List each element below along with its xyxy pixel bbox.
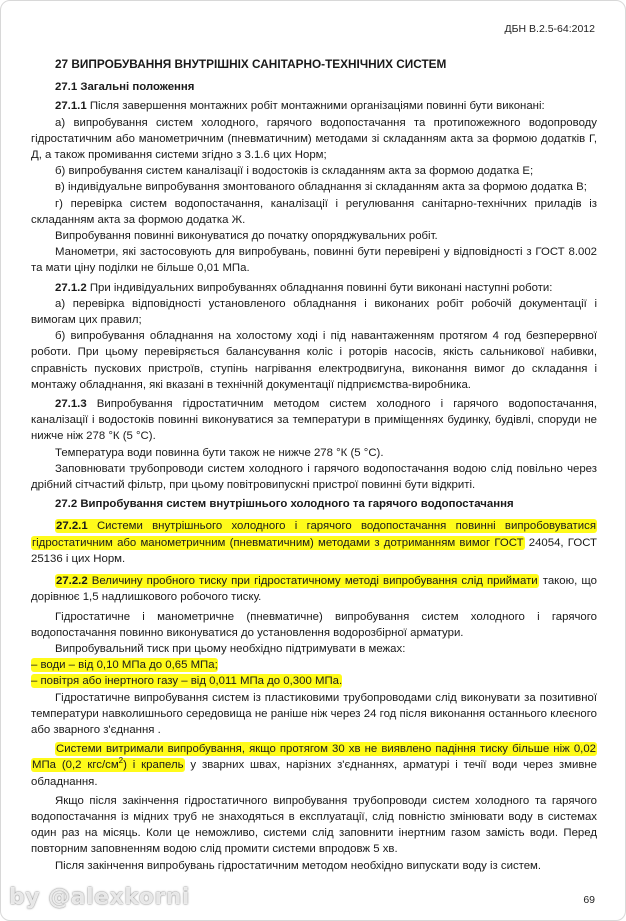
clause-number: 27.2.2 <box>56 575 88 588</box>
page-number: 69 <box>583 894 595 906</box>
highlight: 27.2.1 Системи внутрішнього холодного і гарячого водопостачання повинні випробовуватися гідростатичним або манометричним (пневматичним) методами з дотриманням вимог ГОСТ <box>32 520 596 549</box>
section-title: 27 ВИПРОБУВАННЯ ВНУТРІШНІХ САНІТАРНО-ТЕХНІЧНИХ СИСТЕМ <box>55 57 447 71</box>
clause-number: 27.1.3 <box>55 398 87 411</box>
highlight: – води – від 0,10 МПа до 0,65 МПа; <box>31 659 218 672</box>
clause-text: такою, що дорівнює 1,5 надлишкового робочого тиску. <box>31 575 597 604</box>
clause-27-2-2 <box>31 573 597 605</box>
pressure-water <box>31 657 597 673</box>
highlight: – повітря або інертного газу – від 0,011 МПа до 0,300 МПа. <box>31 675 343 688</box>
paragraph: Гідростатичне випробування систем із пластиковими трубопроводами слід виконувати за позитивної температури навколишнього середовища не раніше ніж через 24 год після виконання останнього клеєного або зварного з'єднання . <box>31 691 597 736</box>
paragraph: Якщо після закінчення гідростатичного випробування трубопроводи систем холодного та гарячого водопостачання із мідних труб не знаходяться в експлуатації, слід повністю змінювати воду в системах один раз на місяць. Коли це неможливо, системи слід заповнити інертним газом замість води. Перед повторним заповненням водою слід промити системи впродовж 5 хв. <box>31 794 597 856</box>
clause-27-2-1 <box>31 518 597 567</box>
paragraph: Випробування повинні виконуватися до початку опоряджувальних робіт. <box>55 230 438 243</box>
page-content <box>31 56 597 874</box>
subsection-title-27-1: 27.1 Загальні положення <box>55 81 195 94</box>
pressure-gas <box>31 673 597 689</box>
clause-27-1-3 <box>31 396 597 445</box>
test-criteria: Системи витримали випробування, якщо протягом 30 хв не виявлено падіння тиску більше ніж 0,02 МПа (0,2 кгс/$см^2$) і крапель у зварних швах, нарізних з'єднаннях, арматурі і течії води через змивне обладнання. <box>31 743 597 788</box>
clause-text: 24054, ГОСТ 25136 і цих Норм. <box>31 536 597 565</box>
paragraph: Температура води повинна бути також не нижче 278 °К (5 °С). <box>55 446 384 459</box>
list-item-g: г) перевірка систем водопостачання, каналізації і регулювання санітарно-технічних приладів із складанням акта за формою додатка Ж. <box>31 197 597 226</box>
paragraph: Заповнювати трубопроводи систем холодного і гарячого водопостачання водою слід повільно через дрібний сітчастий фільтр, при цьому повітровипускні пристрої повинні бути відкриті. <box>31 462 597 492</box>
clause-number: 27.2.1 <box>56 520 88 533</box>
highlight: 27.2.2 Величину пробного тиску при гідростатичному методі випробування слід приймати <box>56 575 538 588</box>
clause-text: Після завершення монтажних робіт монтажними організаціями повинні бути виконані: <box>86 100 545 113</box>
list-item-a: а) випробування систем холодного, гарячого водопостачання та протипожежного водопроводу гідростатичним або манометричним (пневматичним) методами зі складанням акта за формою додатків Г, Д, а також промивання системи згідно з 3.1.6 цих Норм; <box>31 116 597 162</box>
list-item-b: б) випробування обладнання на холостому ході і під навантаженням протягом 4 год безперервної роботи. При цьому перевіряється балансування коліс і роторів насосів, якість сальникової набивки, справність пускових пристроїв, ступінь нагрівання електродвигуна, виконання вимог до складання і монтажу обладнання, які вказані в технічній документації підприємства-виробника. <box>31 330 597 391</box>
clause-text: Випробування гідростатичним методом систем холодного і гарячого водопостачання, каналізації і водостоків повинні виконуватися за температури в приміщеннях будинку, будівлі, споруди не нижче ніж 278 °К (5 °С). <box>31 398 597 443</box>
list-item-v: в) індивідуальне випробування змонтованого обладнання зі складанням акта за формою додатка В; <box>55 181 587 194</box>
highlight: Системи витримали випробування, якщо протягом 30 хв не виявлено падіння тиску більше ніж 0,02 МПа (0,2 кгс/$см^2$) і крапель <box>32 743 596 772</box>
subsection-title-27-2: 27.2 Випробування систем внутрішнього холодного та гарячого водопостачання <box>55 498 514 511</box>
paragraph: Гідростатичне і манометричне (пневматичне) випробування систем холодного і гарячого водопостачання повинно виконуватися до установлення водорозбірної арматури. <box>31 610 597 639</box>
document-code: ДБН В.2.5-64:2012 <box>504 23 595 35</box>
list-item-a: а) перевірка відповідності установленого обладнання і виконаних робіт робочій документації і вимогам цих правил; <box>31 297 597 327</box>
list-item-b: б) випробування систем каналізації і водостоків із складанням акта за формою додатка Е; <box>55 165 534 178</box>
paragraph: Випробувальний тиск при цьому необхідно підтримувати в межах: <box>55 642 406 655</box>
clause-text: При індивідуальних випробуваннях обладнання повинні бути виконані наступні роботи: <box>86 281 553 294</box>
paragraph: Манометри, які застосовують для випробувань, повинні бути перевірені у відповідності з ГОСТ 8.002 та мати ціну поділки не більше 0,01 МПа. <box>31 246 597 275</box>
clause-27-1-2 <box>31 280 597 296</box>
clause-27-1-1 <box>31 98 597 114</box>
clause-number: 27.1.2 <box>55 281 87 294</box>
paragraph: Після закінчення випробувань гідростатичним методом необхідно випускати воду із систем. <box>55 859 542 872</box>
clause-number: 27.1.1 <box>55 100 87 113</box>
watermark: by @alexkorni <box>9 885 190 910</box>
